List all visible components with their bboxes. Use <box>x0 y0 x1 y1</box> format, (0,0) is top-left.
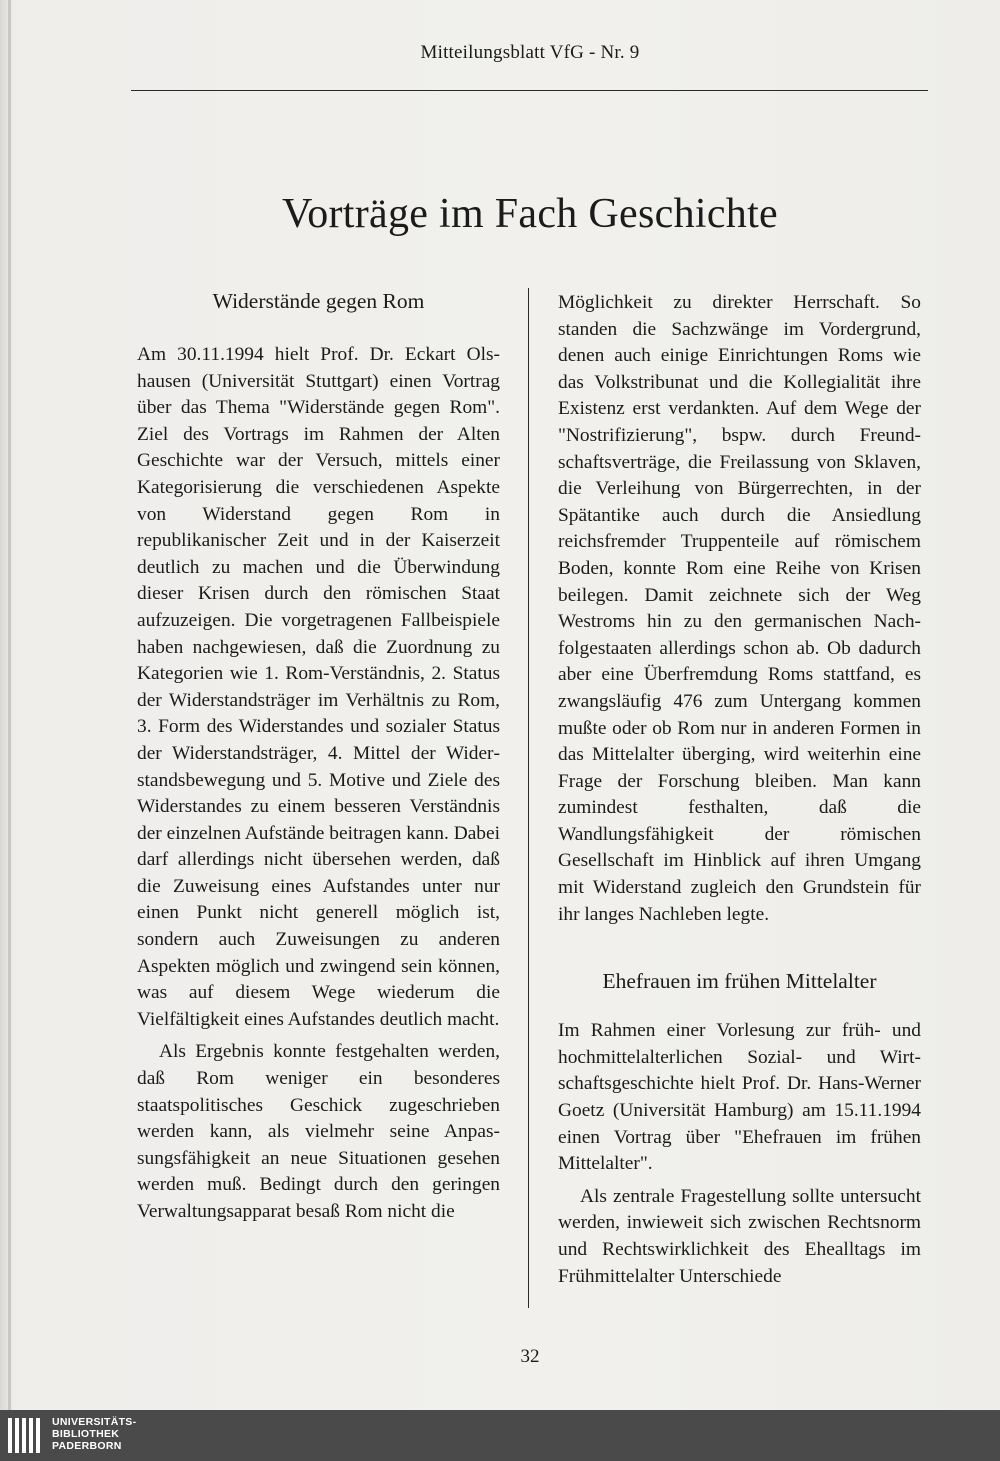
paragraph: Als Ergebnis konnte festgehalten werden, daß Rom weniger ein besonderes staatspolitisches Geschick zugeschrieben werden kann, als vielmehr seine Anpassungsfähigkeit an neue Situationen gesehen werden muß. Bedingt durch den geringen Verwaltungsapparat besaß Rom nicht die <box>137 1041 500 1222</box>
right-column <box>558 290 921 1290</box>
section-heading-ehefrauen: Ehefrauen im frühen Mittelalter <box>602 969 877 994</box>
logo-line: UNIVERSITÄTS- <box>52 1416 137 1428</box>
library-logo-text <box>52 1416 136 1452</box>
page-title: Vorträge im Fach Geschichte <box>281 191 778 237</box>
logo-line: BIBLIOTHEK <box>52 1428 120 1440</box>
paragraph: Im Rahmen einer Vorlesung zur früh- und hochmittelalterlichen Sozial- und Wirtschaftsgeschichte hielt Prof. Dr. Hans-Werner Goetz (Universität Hamburg) am 15.11.1994 einen Vortrag über "Ehefrauen im frühen Mittelalter". <box>558 1020 921 1175</box>
logo-line: PADERBORN <box>52 1440 122 1452</box>
binding-edge <box>8 0 11 1410</box>
library-footer <box>0 1410 1000 1461</box>
column-divider <box>528 288 529 1308</box>
paragraph: Möglichkeit zu direkter Herrschaft. So standen die Sachzwänge im Vordergrund, denen auch einige Einrichtungen Roms wie das Volkstribunat und die Kollegialität ihre Existenz erst verdankten. Auf dem Wege der "Nostrifizierung", bspw. durch Freundschaftsverträge, die Freilassung von Sklaven, die Verleihung von Bürgerrechten, in der Spätantike auch durch die Ansiedlung reichsfremder Truppenteile auf römischem Boden, konnte Rom eine Reihe von Krisen beilegen. Damit zeichnete sich der Weg Westroms hin zu den germanischen Nachfolgestaaten allerdings schon ab. Ob dadurch aber eine Überfremdung Roms stattfand, es zwangsläufig 476 zum Untergang kommen mußte oder ob Rom nur in anderen Formen in das Mittelalter überging, wird weiterhin eine Frage der Forschung bleiben. Man kann zumindest festhalten, daß die Wandlungsfähigkeit der römischen Gesellschaft im Hinblick auf ihren Umgang mit Widerstand zugleich den Grundstein für ihr langes Nachleben legte. <box>558 292 921 925</box>
library-logo-icon <box>6 1414 46 1457</box>
running-header: Mitteilungsblatt VfG - Nr. 9 <box>420 42 640 63</box>
paragraph: Am 30.11.1994 hielt Prof. Dr. Eckart Olshausen (Universität Stuttgart) einen Vortrag über das Thema "Widerstände gegen Rom". Ziel des Vortrags im Rahmen der Alten Geschichte war der Versuch, mittels einer Kategorisierung die verschiedenen Aspekte von Widerstand gegen Rom in republikanischer Zeit und in der Kaiserzeit deutlich zu machen und die Überwindung dieser Krisen durch den römischen Staat aufzuzeigen. Die vorgetragenen Fallbeispiele haben nachgewiesen, daß die Zuordnung zu Kategorien wie 1. Rom-Verständnis, 2. Status der Widerstandsträger im Verhältnis zu Rom, 3. Form des Widerstandes und sozialer Status der Widerstandsträger, 4. Mittel der Widerstandsbewegung und 5. Motive und Ziele des Widerstandes zu einem besseren Verständnis der einzelnen Aufstände beitragen kann. Dabei darf allerdings nicht übersehen werden, daß die Zuweisung eines Aufstandes unter nur einen Punkt nicht generell möglich ist, sondern auch Zuweisungen zu anderen Aspekten möglich und zwingend sein können, was auf diesem Wege wiederum die Vielfältigkeit eines Aufstandes deutlich macht. <box>137 344 500 1030</box>
page-number: 32 <box>520 1346 540 1367</box>
left-column <box>137 286 500 1226</box>
paragraph: Als zentrale Fragestellung sollte untersucht werden, inwieweit sich zwischen Rechtsnorm und Rechtswirklichkeit des Ehealltags im Frühmittelalter Unterschiede <box>558 1185 921 1287</box>
section-heading-widerstaende: Widerstände gegen Rom <box>212 289 425 313</box>
header-rule <box>131 90 928 91</box>
